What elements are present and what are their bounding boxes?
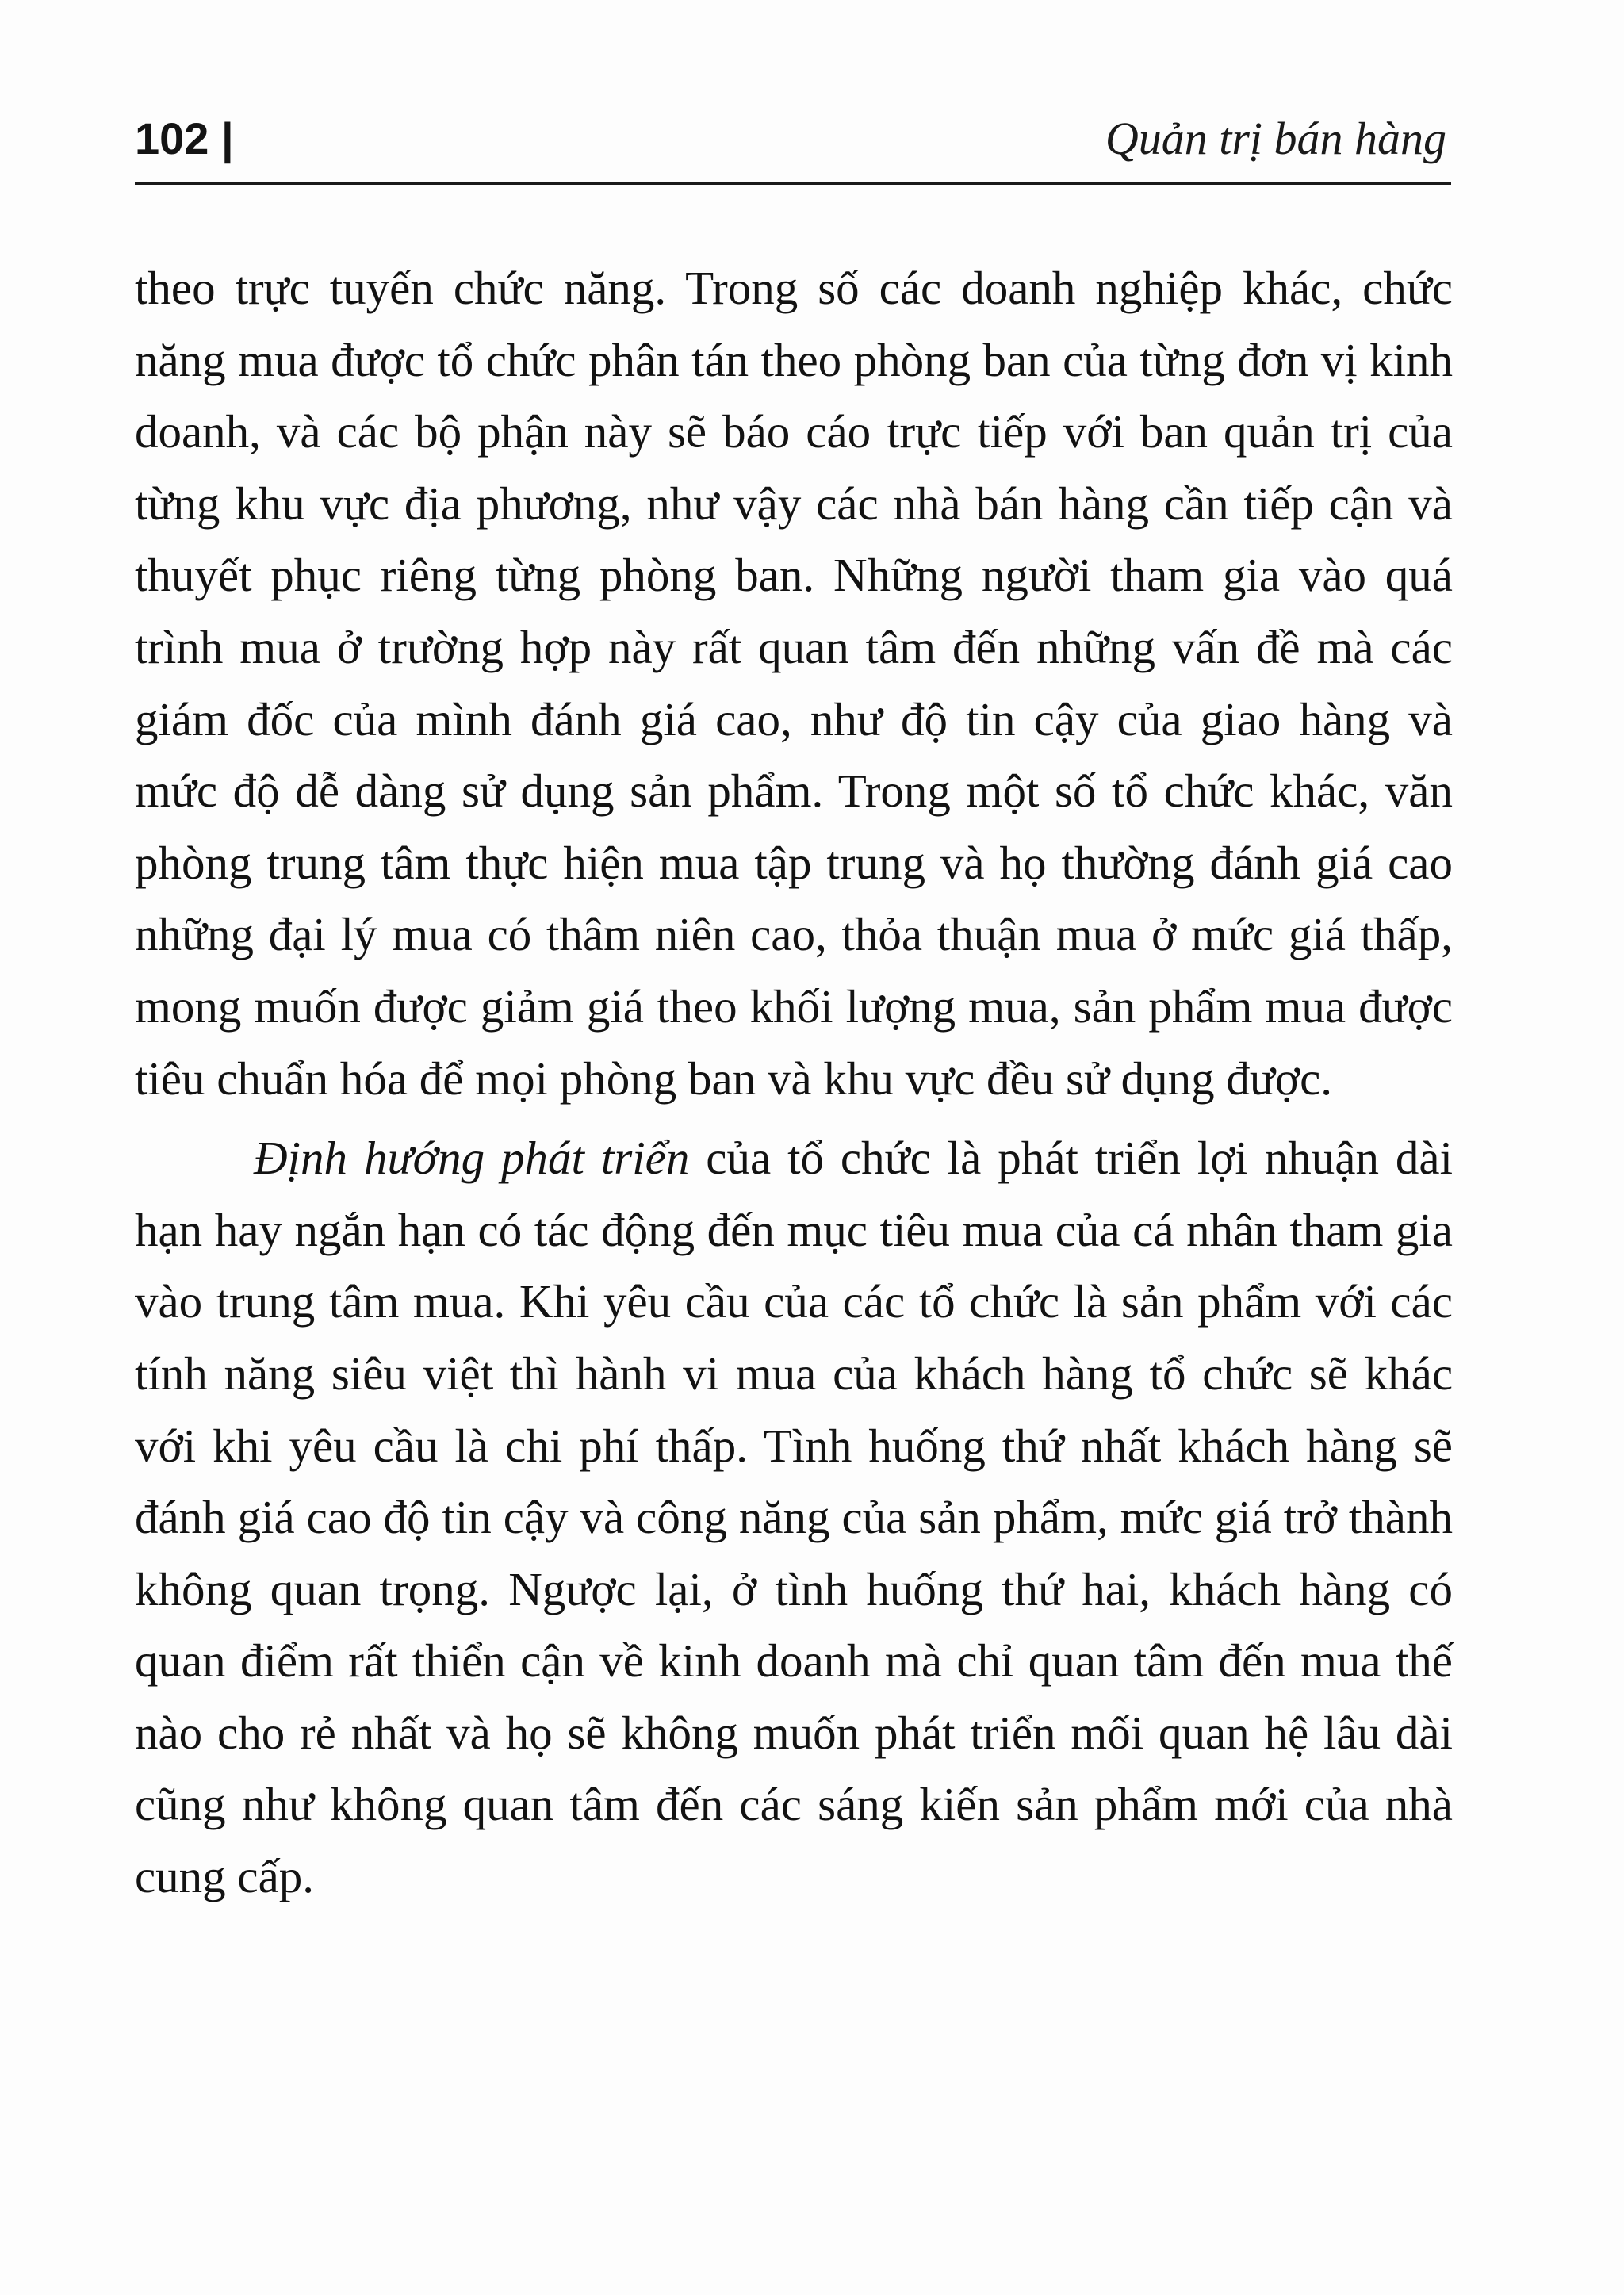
body-text bbox=[135, 252, 1453, 1913]
paragraph bbox=[135, 1122, 1453, 1913]
paragraph-text: của tổ chức là phát triển lợi nhuận dài hạn hay ngắn hạn có tác động đến mục tiêu mua của cá nhân tham gia vào trung tâm mua. Khi yêu cầu của các tổ chức là sản phẩm với các tính năng siêu việt thì hành vi mua của khách hàng tổ chức sẽ khác với khi yêu cầu là chi phí thấp. Tình huống thứ nhất khách hàng sẽ đánh giá cao độ tin cậy và công năng của sản phẩm, mức giá trở thành không quan trọng. Ngược lại, ở tình huống thứ hai, khách hàng có quan điểm rất thiển cận về kinh doanh mà chỉ quan tâm đến mua thế nào cho rẻ nhất và họ sẽ không muốn phát triển mối quan hệ lâu dài cũng như không quan tâm đến các sáng kiến sản phẩm mới của nhà cung cấp. bbox=[135, 1132, 1453, 1903]
page-header bbox=[135, 103, 1451, 185]
paragraph: theo trực tuyến chức năng. Trong số các doanh nghiệp khác, chức năng mua được tổ chức phân tán theo phòng ban của từng đơn vị kinh doanh, và các bộ phận này sẽ báo cáo trực tiếp với ban quản trị của từng khu vực địa phương, như vậy các nhà bán hàng cần tiếp cận và thuyết phục riêng từng phòng ban. Những người tham gia vào quá trình mua ở trường hợp này rất quan tâm đến những vấn đề mà các giám đốc của mình đánh giá cao, như độ tin cậy của giao hàng và mức độ dễ dàng sử dụng sản phẩm. Trong một số tổ chức khác, văn phòng trung tâm thực hiện mua tập trung và họ thường đánh giá cao những đại lý mua có thâm niên cao, thỏa thuận mua ở mức giá thấp, mong muốn được giảm giá theo khối lượng mua, sản phẩm mua được tiêu chuẩn hóa để mọi phòng ban và khu vực đều sử dụng được. bbox=[135, 262, 1453, 1105]
running-title: Quản trị bán hàng bbox=[1105, 113, 1446, 164]
page-number: 102 | bbox=[135, 113, 234, 163]
italic-term: Định hướng phát triển bbox=[254, 1132, 690, 1185]
